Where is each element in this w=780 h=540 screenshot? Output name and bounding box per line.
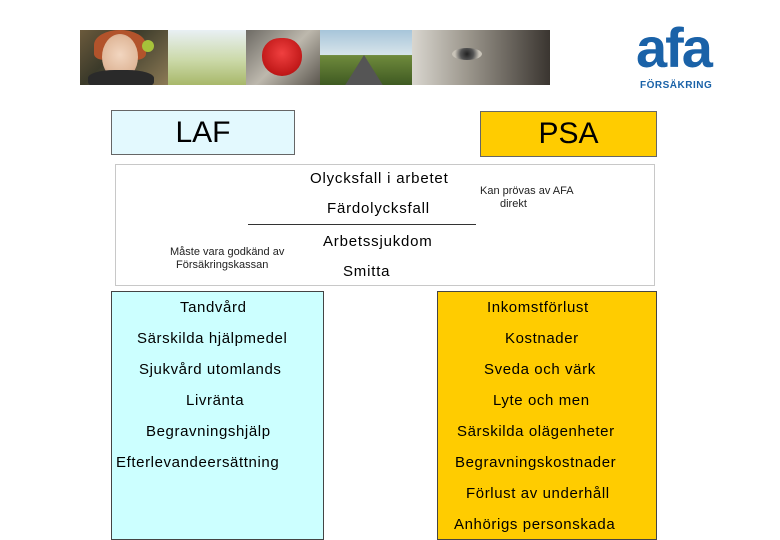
- psa-header: PSA: [480, 111, 657, 157]
- field-photo: [168, 30, 246, 85]
- laf-note-line2: Försäkringskassan: [176, 259, 269, 271]
- psa-note-line2: direkt: [500, 198, 527, 210]
- laf-item-care-abroad: Sjukvård utomlands: [139, 361, 282, 378]
- divider-line: [248, 224, 476, 225]
- laf-item-survivor-compensation: Efterlevandeersättning: [116, 454, 280, 471]
- woman-with-apple-photo: [80, 30, 168, 85]
- psa-item-special-inconvenience: Särskilda olägenheter: [457, 423, 615, 440]
- injury-type-commuting-accident: Färdolycksfall: [327, 200, 430, 217]
- psa-item-funeral-costs: Begravningskostnader: [455, 454, 617, 471]
- laf-item-annuity: Livränta: [186, 392, 245, 409]
- injury-type-occupational-disease: Arbetssjukdom: [323, 233, 433, 250]
- laf-header: LAF: [111, 110, 295, 155]
- elderly-eye-photo: [412, 30, 550, 85]
- psa-note-line1: Kan prövas av AFA: [480, 185, 574, 197]
- photo-banner: [80, 30, 550, 85]
- road-photo: [320, 30, 412, 85]
- injury-type-work-accident: Olycksfall i arbetet: [310, 170, 449, 187]
- psa-item-costs: Kostnader: [505, 330, 579, 347]
- heart-photo: [246, 30, 320, 85]
- laf-item-dental-care: Tandvård: [180, 299, 247, 316]
- afa-logo: afa: [636, 16, 711, 79]
- injury-type-infection: Smitta: [343, 263, 391, 280]
- psa-benefits-list: [437, 291, 657, 540]
- psa-item-pain-suffering: Sveda och värk: [484, 361, 596, 378]
- laf-item-funeral-aid: Begravningshjälp: [146, 423, 271, 440]
- psa-item-relative-injury: Anhörigs personskada: [454, 516, 616, 533]
- laf-item-special-aids: Särskilda hjälpmedel: [137, 330, 288, 347]
- laf-benefits-list: [111, 291, 324, 540]
- psa-item-income-loss: Inkomstförlust: [487, 299, 589, 316]
- psa-item-disfigurement: Lyte och men: [493, 392, 590, 409]
- laf-note-line1: Måste vara godkänd av: [170, 246, 285, 258]
- afa-logo-subtitle: FÖRSÄKRING: [640, 80, 713, 91]
- psa-item-loss-of-support: Förlust av underhåll: [466, 485, 610, 502]
